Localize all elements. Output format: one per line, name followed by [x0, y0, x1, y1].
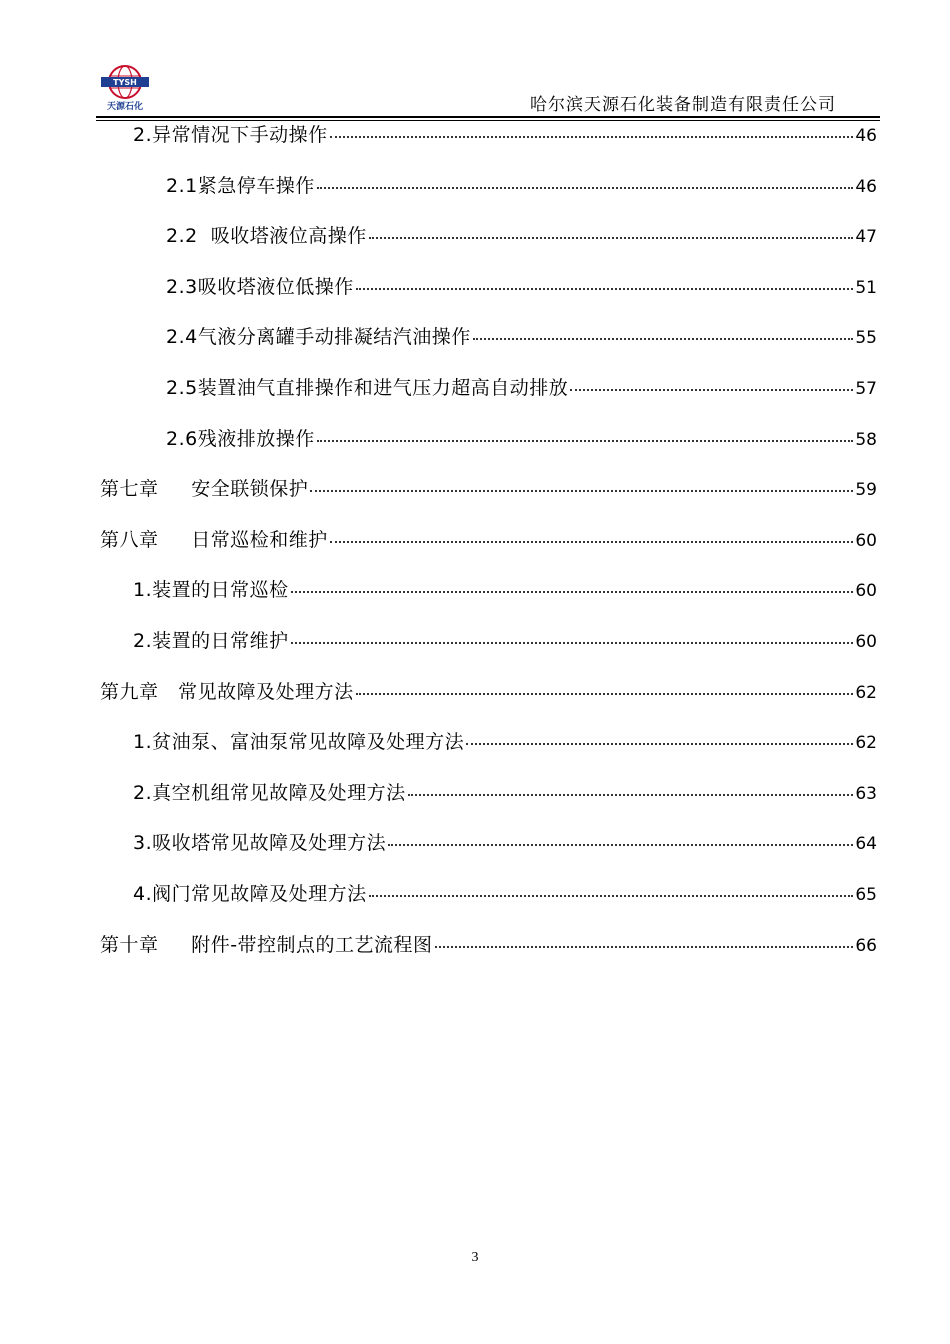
toc-entry-page: 46 — [855, 176, 877, 197]
toc-entry-page: 59 — [855, 480, 877, 501]
toc-leader-dots — [466, 743, 853, 745]
toc-entry[interactable] — [133, 828, 877, 858]
toc-leader-dots — [291, 591, 854, 593]
toc-entry-title: 2.6残液排放操作 — [166, 427, 315, 450]
toc-leader-dots — [356, 288, 854, 290]
toc-entry-title: 第八章 日常巡检和维护 — [100, 528, 328, 551]
toc-entry-title: 第九章 常见故障及处理方法 — [100, 680, 354, 703]
toc-leader-dots — [356, 693, 854, 695]
toc-entry[interactable] — [166, 373, 877, 403]
toc-entry-page: 62 — [855, 733, 877, 754]
company-logo — [97, 64, 153, 112]
toc-entry-title: 2.2 吸收塔液位高操作 — [166, 225, 367, 248]
toc-leader-dots — [310, 490, 853, 492]
toc-leader-dots — [369, 895, 854, 897]
toc-entry-title: 3.吸收塔常见故障及处理方法 — [133, 832, 387, 855]
toc-entry[interactable] — [166, 424, 877, 454]
toc-entry-page: 60 — [855, 581, 877, 602]
toc-leader-dots — [435, 946, 854, 948]
toc-entry[interactable] — [133, 120, 877, 150]
toc-leader-dots — [291, 642, 854, 644]
toc-leader-dots — [388, 844, 853, 846]
toc-leader-dots — [317, 187, 854, 189]
toc-leader-dots — [570, 389, 853, 391]
toc-entry-page: 51 — [855, 277, 877, 298]
toc-entry-title: 2.装置的日常维护 — [133, 630, 289, 652]
toc-entry-page: 60 — [855, 530, 877, 551]
toc-entry-page: 66 — [855, 935, 877, 956]
page-number: 3 — [471, 1250, 479, 1265]
company-name: 哈尔滨天源石化装备制造有限责任公司 — [530, 95, 836, 115]
logo-mark: TYSH — [113, 78, 137, 87]
toc-entry-title: 2.5装置油气直排操作和进气压力超高自动排放 — [166, 377, 569, 399]
toc-entry-page: 63 — [855, 783, 877, 804]
toc-entry-title: 第十章 附件-带控制点的工艺流程图 — [100, 933, 433, 956]
toc-entry-page: 57 — [855, 379, 877, 399]
toc-leader-dots — [369, 237, 854, 239]
toc-entry-title: 2.3吸收塔液位低操作 — [166, 275, 354, 298]
toc-entry-page: 47 — [855, 227, 877, 248]
toc-entry-title: 第七章 安全联锁保护 — [100, 478, 309, 501]
toc-entry-title: 1.贫油泵、富油泵常见故障及处理方法 — [133, 731, 465, 754]
toc-entry[interactable] — [166, 171, 877, 201]
toc-entry-title: 2.1紧急停车操作 — [166, 174, 315, 197]
toc-leader-dots — [473, 338, 854, 340]
toc-entry-title: 2.真空机组常见故障及处理方法 — [133, 781, 406, 804]
toc-entry-page: 55 — [855, 328, 877, 349]
toc-entry-page: 62 — [855, 682, 877, 703]
toc-entry-title: 2.4气液分离罐手动排凝结汽油操作 — [166, 326, 471, 349]
toc-entry-title: 2.异常情况下手动操作 — [133, 124, 328, 146]
toc-leader-dots — [330, 136, 854, 138]
toc-entry-page: 65 — [855, 885, 877, 905]
toc-entry[interactable] — [133, 879, 877, 909]
toc-entry-page: 60 — [855, 632, 877, 652]
toc-entry[interactable] — [133, 626, 877, 656]
toc-entry[interactable] — [166, 272, 877, 302]
toc-entry-page: 58 — [855, 429, 877, 450]
toc-entry[interactable] — [100, 474, 877, 504]
toc-entry[interactable] — [166, 221, 877, 251]
toc-leader-dots — [330, 541, 854, 543]
toc-leader-dots — [317, 440, 854, 442]
toc-entry[interactable] — [100, 677, 877, 707]
toc-entry-page: 64 — [855, 834, 877, 855]
toc-entry[interactable] — [133, 575, 877, 605]
toc-entry[interactable] — [133, 778, 877, 808]
toc-entry[interactable] — [100, 930, 877, 960]
logo-text: 天源石化 — [106, 102, 144, 112]
toc-leader-dots — [408, 794, 854, 796]
toc-entry[interactable] — [100, 525, 877, 555]
toc-entry[interactable] — [133, 727, 877, 757]
toc-entry-title: 1.装置的日常巡检 — [133, 579, 289, 602]
toc-entry-page: 46 — [855, 126, 877, 146]
toc-entry[interactable] — [166, 322, 877, 352]
toc-entry-title: 4.阀门常见故障及处理方法 — [133, 883, 367, 905]
